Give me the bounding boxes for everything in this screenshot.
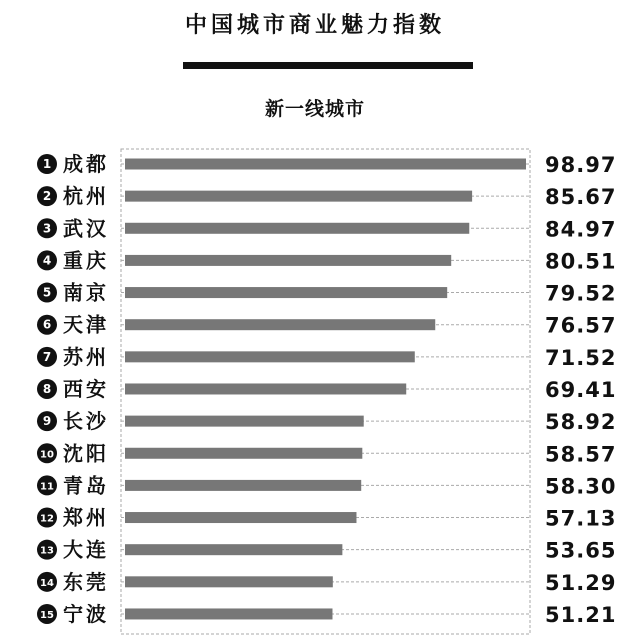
category-label: 南京 — [63, 280, 109, 305]
bar-9 — [125, 416, 364, 427]
bar-4 — [125, 255, 451, 266]
bar-5 — [125, 287, 447, 298]
bar-8 — [125, 383, 406, 394]
bar-13 — [125, 544, 342, 555]
rank-number: 8 — [42, 381, 52, 396]
rank-number: 11 — [40, 481, 54, 493]
value-label: 98.97 — [545, 153, 617, 177]
category-label: 青岛 — [63, 473, 109, 498]
category-label: 成都 — [63, 152, 109, 176]
value-label: 79.52 — [545, 281, 617, 306]
category-label: 杭州 — [63, 184, 109, 209]
bar-14 — [125, 576, 333, 587]
rank-number: 7 — [42, 349, 52, 364]
rank-number: 5 — [42, 285, 52, 300]
rank-number: 14 — [40, 577, 54, 589]
rank-number: 4 — [42, 253, 52, 268]
value-label: 85.67 — [545, 185, 617, 210]
value-label: 58.30 — [545, 474, 617, 499]
value-label: 69.41 — [545, 377, 617, 402]
value-label: 58.57 — [545, 442, 617, 467]
bar-1 — [125, 159, 526, 170]
rank-number: 9 — [42, 414, 52, 429]
chart-title: 中国城市商业魅力指数 — [184, 13, 445, 38]
bar-11 — [125, 480, 361, 491]
rank-number: 13 — [40, 545, 54, 557]
rank-number: 2 — [42, 189, 52, 204]
bar-12 — [125, 512, 356, 523]
value-label: 53.65 — [545, 538, 617, 563]
bar-10 — [125, 448, 362, 459]
category-label: 天津 — [63, 312, 109, 337]
value-label: 71.52 — [545, 345, 617, 370]
bar-6 — [125, 319, 435, 330]
category-label: 宁波 — [63, 601, 109, 626]
rank-number: 12 — [40, 513, 54, 525]
category-label: 武汉 — [63, 216, 109, 241]
category-label: 郑州 — [63, 505, 109, 530]
bar-2 — [125, 191, 472, 202]
category-label: 西安 — [63, 376, 109, 401]
category-label: 沈阳 — [63, 441, 109, 466]
category-label: 苏州 — [63, 344, 109, 369]
value-label: 58.92 — [545, 410, 617, 435]
bar-7 — [125, 351, 415, 362]
rank-number: 1 — [42, 157, 52, 171]
value-label: 57.13 — [545, 506, 617, 531]
rank-number: 10 — [40, 449, 54, 461]
value-label: 51.21 — [545, 602, 617, 627]
bar-15 — [125, 608, 332, 619]
rank-number: 3 — [42, 221, 52, 236]
value-label: 84.97 — [545, 217, 617, 242]
category-label: 长沙 — [63, 409, 109, 434]
rank-number: 6 — [42, 317, 52, 332]
value-label: 76.57 — [545, 313, 617, 338]
bar-3 — [125, 223, 469, 234]
category-label: 大连 — [63, 537, 109, 562]
value-label: 51.29 — [545, 570, 617, 595]
chart-subtitle: 新一线城市 — [264, 98, 365, 120]
category-label: 重庆 — [63, 248, 109, 273]
category-label: 东莞 — [63, 569, 109, 594]
rank-number: 15 — [40, 609, 54, 621]
value-label: 80.51 — [545, 249, 617, 274]
